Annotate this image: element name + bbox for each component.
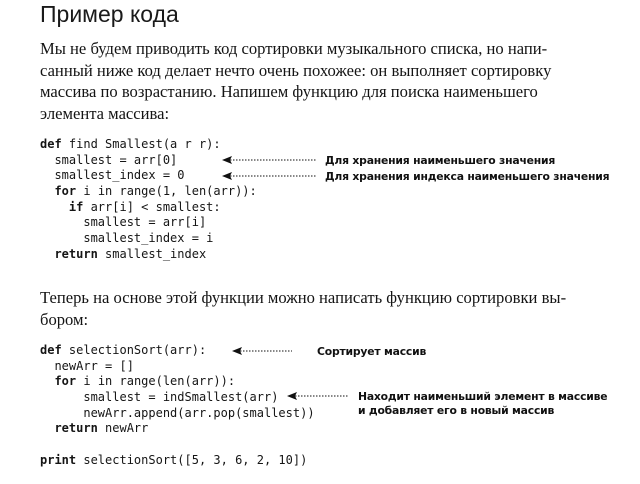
code-line (40, 359, 315, 375)
code-indent (40, 168, 54, 182)
code-indent (40, 200, 69, 214)
code-line (40, 215, 257, 231)
annotation-text: Находит наименьший элемент в массиве (358, 390, 608, 403)
code-indent (40, 184, 54, 198)
annotation-text: и добавляет его в новый массив (358, 403, 555, 417)
code-line (40, 437, 315, 453)
section-heading: Пример кода (40, 1, 179, 27)
annotation-text: Сортирует массив (317, 345, 427, 358)
annotation-find-smallest (358, 390, 607, 418)
code-indent (40, 359, 54, 373)
code-keyword: return (54, 246, 98, 261)
code-line (40, 453, 315, 469)
code-text: selectionSort([5, 3, 6, 2, 10]) (76, 452, 308, 467)
code-indent (40, 421, 54, 435)
code-indent (40, 406, 83, 420)
code-keyword: for (54, 374, 77, 389)
code-keyword: for (54, 184, 77, 199)
code-listing-selection-sort (40, 343, 315, 469)
code-line (40, 137, 257, 153)
code-text: smallest = arr[i] (83, 215, 207, 230)
middle-line: Теперь на основе этой функции можно написать функцию сортировки вы- (40, 288, 567, 307)
code-indent (40, 231, 83, 245)
intro-line: массива по возрастанию. Напишем функцию для поиска наименьшего (40, 82, 538, 101)
intro-line: элемента массива: (40, 103, 170, 123)
code-line (40, 390, 315, 406)
code-indent (40, 374, 54, 388)
code-keyword: print (40, 452, 77, 467)
annotation-arrows (222, 152, 318, 182)
code-line (40, 231, 257, 247)
annotation-arrow-find (287, 388, 351, 404)
code-indent (40, 247, 54, 261)
intro-line: санный ниже код делает нечто очень похожее: он выполняет сортировку (40, 60, 552, 80)
code-indent (40, 215, 83, 229)
code-keyword: def (40, 137, 62, 151)
code-text: smallest = indSmallest(arr) (83, 390, 279, 405)
code-text: find Smallest(a r r): (61, 137, 221, 151)
code-text: smallest_index = i (83, 231, 214, 246)
code-text: smallest_index = 0 (54, 168, 185, 183)
code-text: newArr.append(arr.pop(smallest)) (83, 405, 315, 420)
annotation-sorts-array (317, 345, 426, 359)
code-text: i in range(len(arr)): (76, 374, 236, 389)
annotation-text: Для хранения наименьшего значения (325, 154, 556, 167)
code-line (40, 184, 257, 200)
annotation-text: Для хранения индекса наименьшего значения (325, 170, 610, 183)
code-text: smallest_index (97, 246, 207, 261)
code-line (40, 421, 315, 437)
middle-paragraph (40, 287, 592, 330)
code-line (40, 406, 315, 422)
annotation-smallest-value (325, 154, 555, 168)
code-keyword: def (40, 343, 62, 357)
code-indent (40, 153, 54, 167)
code-keyword: if (68, 199, 84, 214)
code-text: selectionSort(arr): (61, 343, 207, 357)
middle-line: бором: (40, 309, 89, 329)
code-text: smallest = arr[0] (54, 152, 178, 167)
code-keyword: return (54, 421, 98, 436)
code-line (40, 200, 257, 216)
code-line (40, 247, 257, 263)
intro-paragraph (40, 38, 592, 124)
code-indent (40, 390, 83, 404)
code-line (40, 374, 315, 390)
code-text: i in range(1, len(arr)): (76, 184, 257, 199)
code-text: newArr (97, 421, 149, 436)
annotation-arrow-sort (232, 343, 294, 359)
annotation-smallest-index (325, 170, 609, 184)
code-text: arr[i] < smallest: (83, 199, 221, 214)
code-text: newArr = [] (54, 358, 134, 373)
intro-line: Мы не будем приводить код сортировки музыкального списка, но напи- (40, 39, 548, 58)
